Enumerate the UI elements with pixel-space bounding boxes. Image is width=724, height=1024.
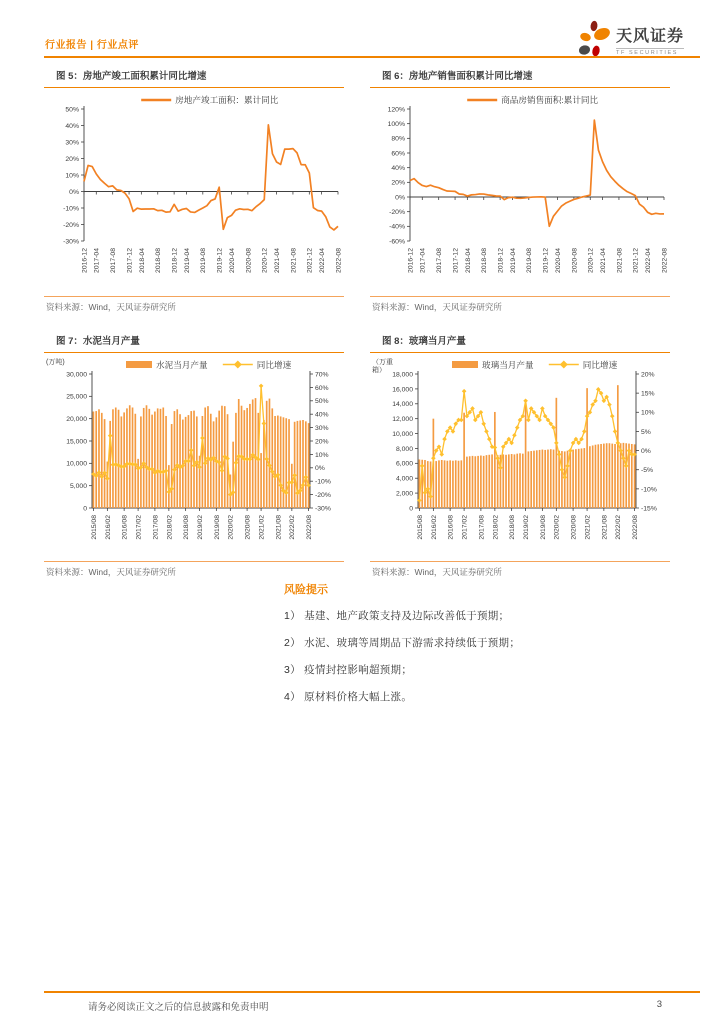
svg-text:2019-12: 2019-12 (542, 248, 550, 273)
svg-text:50%: 50% (315, 398, 329, 406)
svg-text:2022-04: 2022-04 (319, 248, 327, 273)
svg-text:2020-04: 2020-04 (228, 248, 236, 273)
svg-text:4,000: 4,000 (395, 475, 413, 483)
svg-text:2016-12: 2016-12 (407, 248, 415, 273)
svg-text:-15%: -15% (641, 505, 657, 513)
svg-text:10,000: 10,000 (66, 460, 87, 468)
svg-text:2017-08: 2017-08 (110, 248, 118, 273)
svg-text:2017/02: 2017/02 (135, 515, 143, 540)
svg-text:20%: 20% (315, 438, 329, 446)
svg-text:2018/08: 2018/08 (183, 515, 191, 540)
svg-text:2021/02: 2021/02 (258, 515, 266, 540)
svg-text:25,000: 25,000 (66, 393, 87, 401)
figure-5-source: 资料来源：Wind，天风证券研究所 (44, 296, 344, 313)
svg-text:2019-08: 2019-08 (526, 248, 534, 273)
svg-text:0%: 0% (395, 194, 405, 202)
svg-text:2018-12: 2018-12 (171, 248, 179, 273)
svg-text:2019/02: 2019/02 (197, 515, 205, 540)
svg-text:2022-08: 2022-08 (335, 248, 343, 273)
svg-text:同比增速: 同比增速 (582, 360, 618, 370)
svg-text:水泥当月产量: 水泥当月产量 (156, 360, 208, 370)
svg-text:2018/08: 2018/08 (509, 515, 517, 540)
svg-text:2021-08: 2021-08 (616, 248, 624, 273)
svg-text:2020/02: 2020/02 (553, 515, 561, 540)
svg-text:2016/02: 2016/02 (104, 515, 112, 540)
svg-text:6,000: 6,000 (395, 460, 413, 468)
figure-7-chart (44, 356, 344, 560)
svg-text:0: 0 (83, 505, 87, 513)
svg-text:5,000: 5,000 (69, 483, 87, 491)
svg-text:2019-08: 2019-08 (200, 248, 208, 273)
svg-text:2020/08: 2020/08 (244, 515, 252, 540)
svg-text:2017-08: 2017-08 (436, 248, 444, 273)
risk-item: 4） 原材料价格大幅上涨。 (284, 691, 413, 703)
svg-text:2016/08: 2016/08 (447, 515, 455, 540)
svg-text:-5%: -5% (641, 467, 654, 475)
svg-text:-20%: -20% (315, 492, 331, 499)
svg-text:2020-08: 2020-08 (245, 248, 253, 273)
svg-text:-10%: -10% (63, 205, 79, 213)
svg-text:2020/08: 2020/08 (570, 515, 578, 540)
svg-text:2,000: 2,000 (395, 490, 413, 498)
svg-text:0%: 0% (69, 188, 79, 196)
figure-8-title: 图 8：玻璃当月产量 (370, 333, 670, 353)
svg-text:2019-04: 2019-04 (509, 248, 517, 273)
svg-text:2017/02: 2017/02 (461, 515, 469, 540)
svg-text:2021-12: 2021-12 (632, 248, 640, 273)
svg-text:-30%: -30% (315, 505, 331, 513)
svg-text:2021-12: 2021-12 (306, 248, 314, 273)
svg-text:60%: 60% (315, 384, 329, 392)
svg-text:15,000: 15,000 (66, 438, 87, 446)
svg-text:2022-08: 2022-08 (661, 248, 669, 273)
svg-text:18,000: 18,000 (392, 371, 413, 379)
svg-text:2019/08: 2019/08 (539, 515, 547, 540)
brand-subtitle: TF SECURITIES (616, 48, 684, 57)
figure-8 (370, 333, 670, 578)
svg-text:14,000: 14,000 (392, 401, 413, 409)
risk-item: 3） 疫情封控影响超预期； (284, 664, 413, 676)
brand-logo (577, 20, 684, 65)
svg-text:2021/02: 2021/02 (584, 515, 592, 540)
svg-text:（万重: （万重 (372, 359, 393, 366)
svg-text:30,000: 30,000 (66, 371, 87, 379)
svg-text:100%: 100% (387, 121, 405, 129)
risk-item: 2） 水泥、玻璃等周期品下游需求持续低于预期； (284, 637, 521, 649)
figure-5-chart (44, 91, 344, 295)
header-divider (44, 56, 700, 58)
svg-text:20%: 20% (391, 179, 405, 187)
svg-text:2019/02: 2019/02 (523, 515, 531, 540)
svg-text:0%: 0% (641, 447, 651, 455)
svg-text:2018-04: 2018-04 (464, 248, 472, 273)
svg-text:2022/02: 2022/02 (289, 515, 297, 540)
svg-text:2017/08: 2017/08 (478, 515, 486, 540)
svg-text:2021-08: 2021-08 (290, 248, 298, 273)
figure-7-source: 资料来源：Wind，天风证券研究所 (44, 561, 344, 578)
svg-text:2017-12: 2017-12 (452, 248, 460, 273)
brand-name: 天风证券 (615, 27, 684, 45)
svg-text:10,000: 10,000 (392, 430, 413, 438)
svg-text:30%: 30% (315, 425, 329, 432)
svg-text:2018-12: 2018-12 (497, 248, 505, 273)
svg-text:玻璃当月产量: 玻璃当月产量 (482, 360, 534, 370)
figure-8-chart (370, 356, 670, 560)
svg-text:-10%: -10% (315, 478, 331, 486)
svg-text:房地产竣工面积：累计同比: 房地产竣工面积：累计同比 (175, 95, 279, 105)
svg-text:2016/02: 2016/02 (430, 515, 438, 540)
svg-text:同比增速: 同比增速 (256, 360, 292, 370)
svg-text:40%: 40% (391, 165, 405, 173)
svg-text:0%: 0% (315, 465, 325, 473)
svg-text:2022/08: 2022/08 (306, 515, 314, 540)
svg-text:40%: 40% (315, 411, 329, 419)
svg-text:2018-04: 2018-04 (138, 248, 146, 273)
svg-text:20%: 20% (65, 155, 79, 163)
svg-text:10%: 10% (641, 409, 655, 417)
svg-text:-20%: -20% (63, 221, 79, 229)
svg-text:2021/08: 2021/08 (275, 515, 283, 540)
svg-text:5%: 5% (641, 428, 651, 436)
risk-item: 1） 基建、地产政策支持及边际改善低于预期； (284, 610, 510, 622)
svg-text:-40%: -40% (389, 223, 405, 231)
svg-text:15%: 15% (641, 390, 655, 398)
figure-6-source: 资料来源：Wind，天风证券研究所 (370, 296, 670, 313)
svg-text:2019/08: 2019/08 (213, 515, 221, 540)
svg-text:30%: 30% (65, 139, 79, 147)
svg-text:2020/02: 2020/02 (227, 515, 235, 540)
footer-disclaimer: 请务必阅读正文之后的信息披露和免责申明 (88, 1002, 269, 1013)
svg-text:80%: 80% (391, 135, 405, 143)
svg-text:20%: 20% (641, 371, 655, 379)
report-category: 行业报告 | 行业点评 (45, 40, 139, 51)
svg-text:2020-12: 2020-12 (261, 248, 269, 273)
svg-text:50%: 50% (65, 106, 79, 114)
svg-text:2016/08: 2016/08 (121, 515, 129, 540)
page-number: 3 (656, 999, 662, 1010)
svg-text:-10%: -10% (641, 486, 657, 494)
risk-section (284, 581, 644, 716)
svg-text:-60%: -60% (389, 238, 405, 246)
svg-text:2021-04: 2021-04 (599, 248, 607, 273)
svg-text:2020-04: 2020-04 (554, 248, 562, 273)
brand-text (616, 29, 684, 57)
svg-text:2015/08: 2015/08 (416, 515, 424, 540)
figure-7-title: 图 7：水泥当月产量 (44, 333, 344, 353)
svg-text:2021/08: 2021/08 (601, 515, 609, 540)
figure-6-chart (370, 91, 670, 295)
svg-text:2018-08: 2018-08 (155, 248, 163, 273)
svg-text:2015/08: 2015/08 (90, 515, 98, 540)
svg-text:2022/08: 2022/08 (632, 515, 640, 540)
svg-text:70%: 70% (315, 371, 329, 379)
risk-heading: 风险提示 (284, 584, 328, 596)
svg-text:箱）: 箱） (372, 367, 386, 374)
svg-text:2017-04: 2017-04 (419, 248, 427, 273)
svg-text:商品房销售面积:累计同比: 商品房销售面积:累计同比 (501, 95, 599, 105)
footer-divider (44, 991, 700, 993)
svg-text:10%: 10% (65, 172, 79, 180)
tf-flower-icon (577, 20, 611, 65)
figure-5-title: 图 5：房地产竣工面积累计同比增速 (44, 68, 344, 88)
svg-text:2021-04: 2021-04 (273, 248, 281, 273)
svg-text:2016-12: 2016-12 (81, 248, 89, 273)
svg-text:2019-12: 2019-12 (216, 248, 224, 273)
svg-text:2018/02: 2018/02 (166, 515, 174, 540)
svg-text:10%: 10% (315, 451, 329, 459)
figure-6-title: 图 6：房地产销售面积累计同比增速 (370, 68, 670, 88)
svg-text:-20%: -20% (389, 209, 405, 217)
svg-text:20,000: 20,000 (66, 416, 87, 424)
svg-text:(万吨): (万吨) (46, 359, 65, 366)
svg-text:2018/02: 2018/02 (492, 515, 500, 540)
svg-text:2022-04: 2022-04 (645, 248, 653, 273)
svg-text:2017-04: 2017-04 (93, 248, 101, 273)
svg-text:12,000: 12,000 (392, 416, 413, 424)
svg-text:16,000: 16,000 (392, 386, 413, 394)
svg-text:2022/02: 2022/02 (615, 515, 623, 540)
figure-5 (44, 68, 344, 313)
svg-text:2019-04: 2019-04 (183, 248, 191, 273)
svg-text:2018-08: 2018-08 (481, 248, 489, 273)
svg-text:2017/08: 2017/08 (152, 515, 160, 540)
figure-6 (370, 68, 670, 313)
svg-text:60%: 60% (391, 150, 405, 158)
svg-text:2020-12: 2020-12 (587, 248, 595, 273)
svg-text:0: 0 (409, 505, 413, 513)
figure-7 (44, 333, 344, 578)
figure-8-source: 资料来源：Wind，天风证券研究所 (370, 561, 670, 578)
svg-text:2017-12: 2017-12 (126, 248, 134, 273)
svg-text:8,000: 8,000 (395, 445, 413, 453)
svg-text:120%: 120% (387, 106, 405, 114)
svg-text:-30%: -30% (63, 238, 79, 246)
svg-text:40%: 40% (65, 122, 79, 130)
svg-text:2020-08: 2020-08 (571, 248, 579, 273)
